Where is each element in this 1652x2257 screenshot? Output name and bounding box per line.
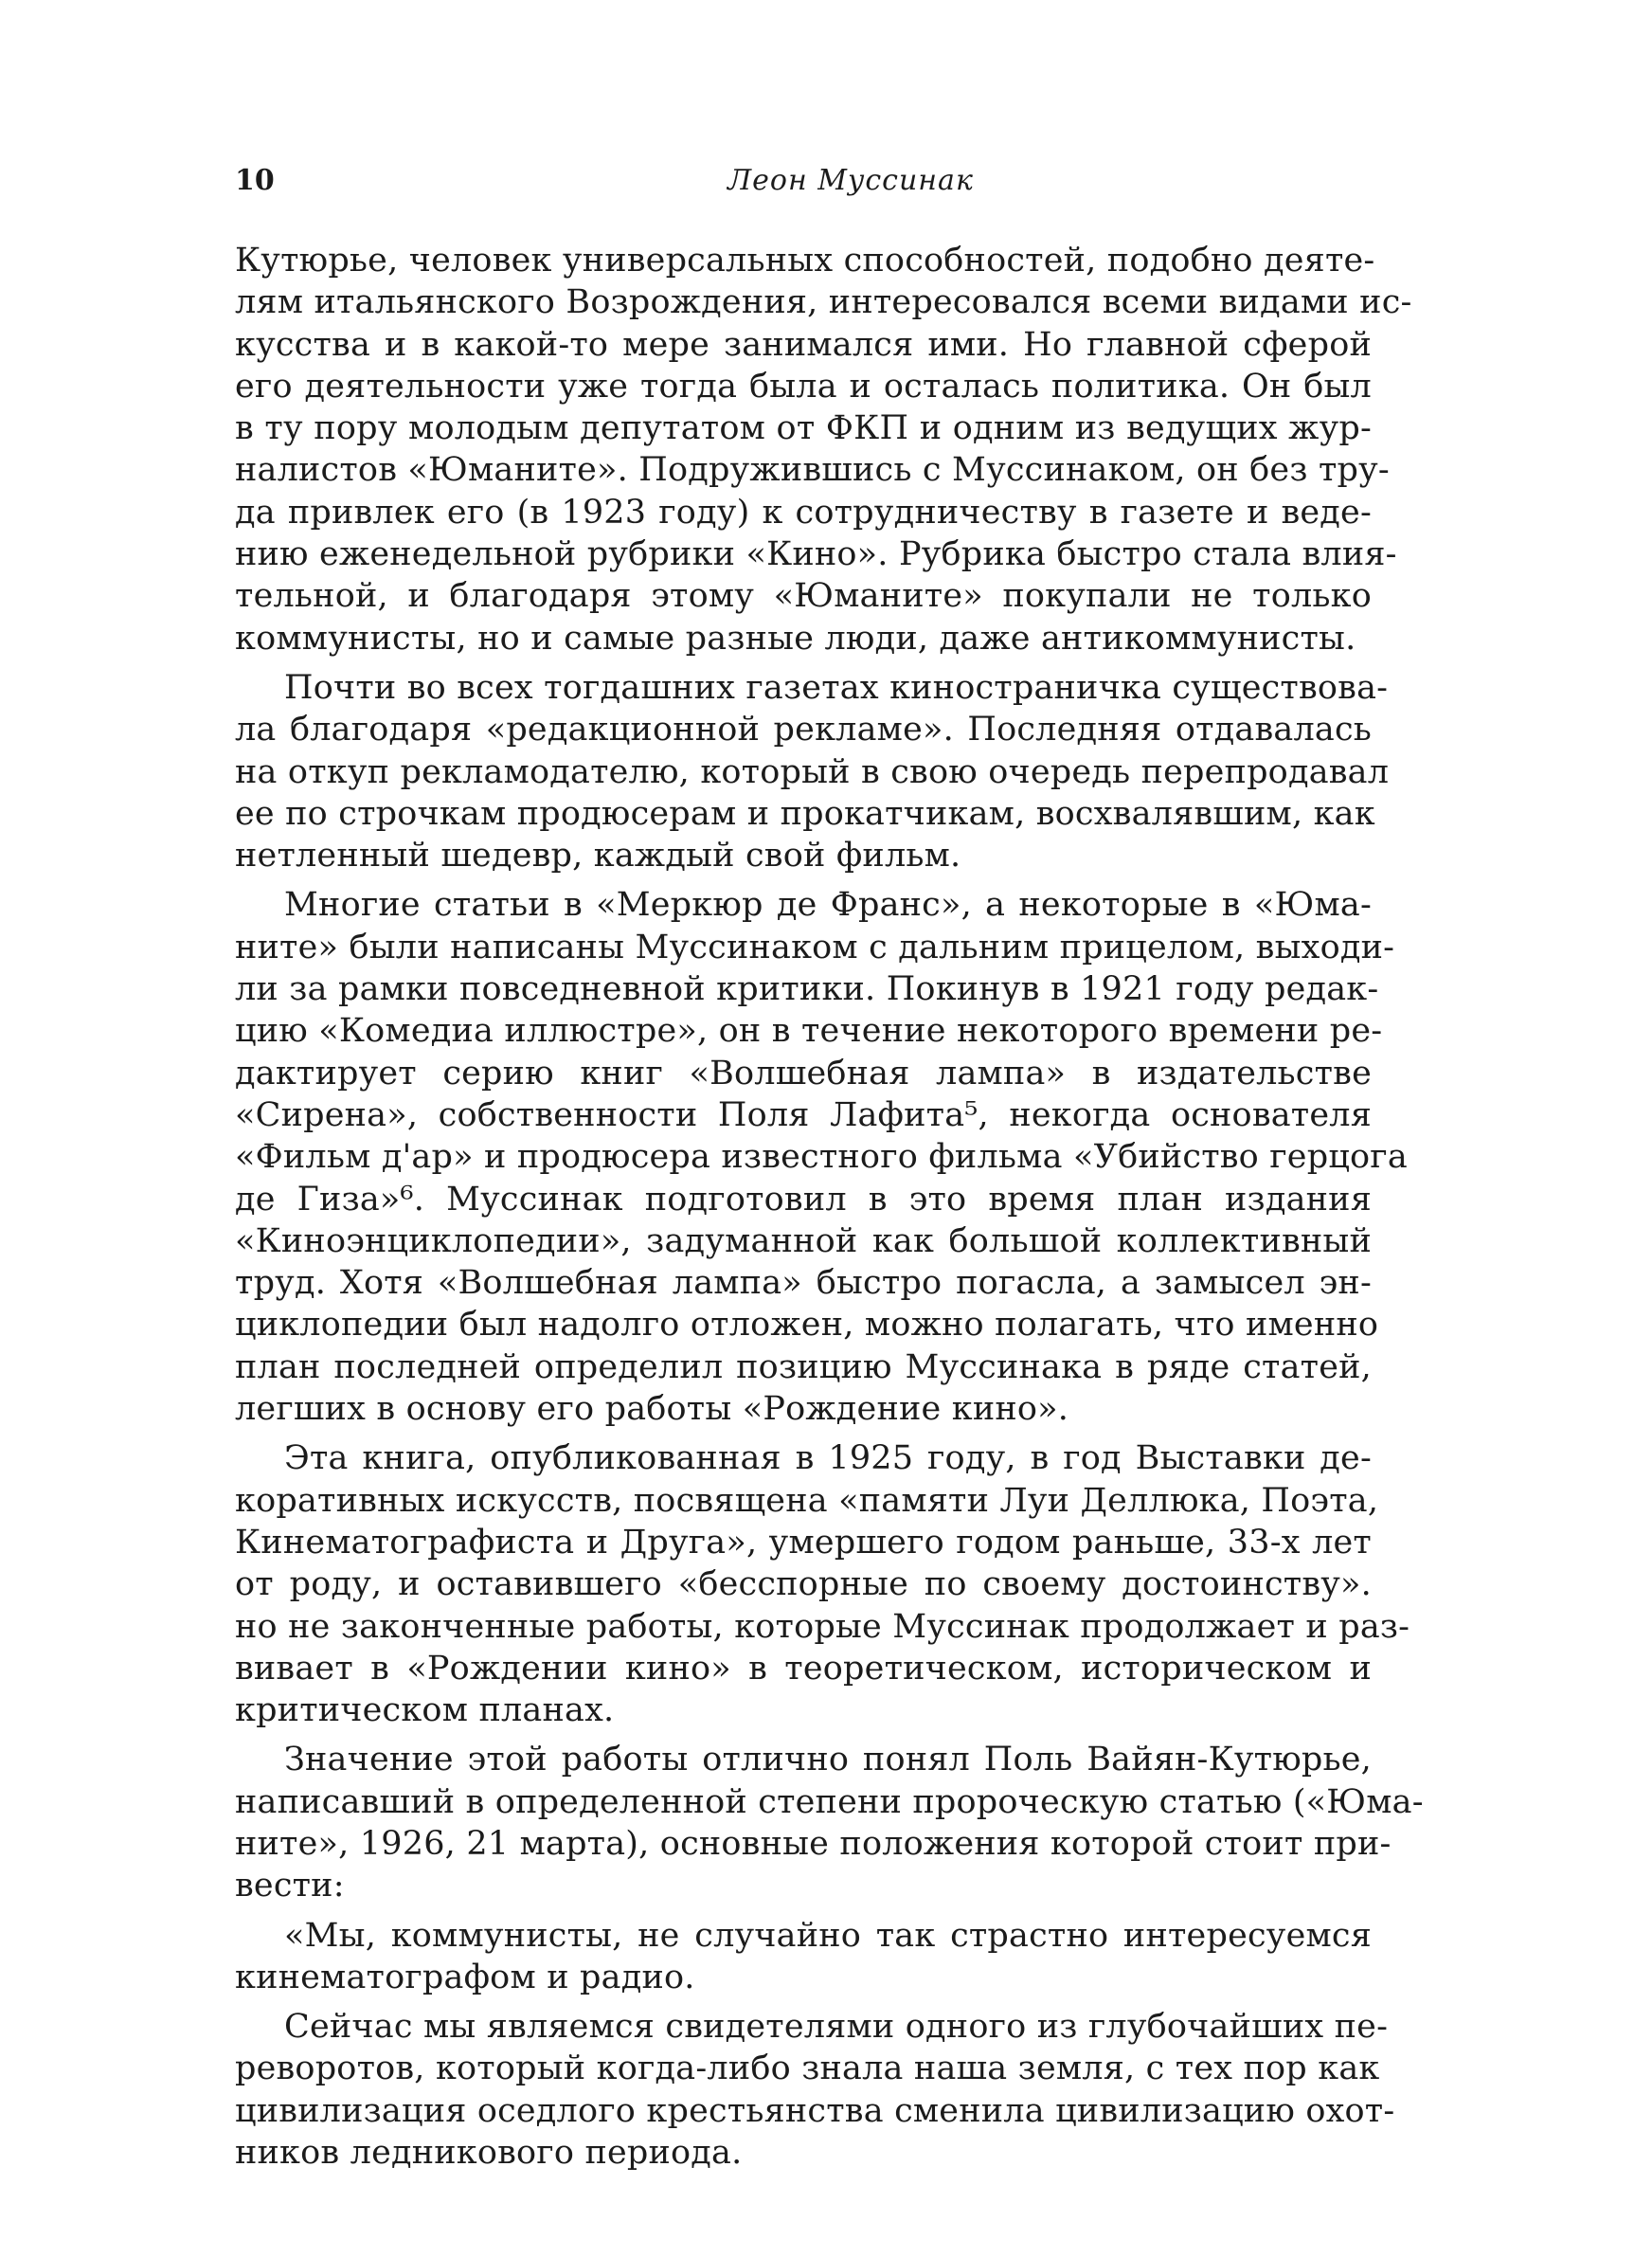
paragraph [235,884,1408,1430]
text-line: труд. Хотя «Волшебная лампа» быстро погасла, а замысел эн- [235,1264,1372,1303]
page-header [235,157,1372,205]
text-line: его деятельности уже тогда была и осталась политика. Он был [235,367,1372,406]
text-line: Значение этой работы отлично понял Поль Вайян-Кутюрье, [284,1741,1372,1779]
text-line: реворотов, который когда-либо знала наша земля, с тех пор как [235,2049,1380,2088]
quote-paragraph [235,1915,1372,1999]
text-line: в ту пору молодым депутатом от ФКП и одним из ведущих жур- [235,409,1372,448]
text-line: циклопедии был надолго отложен, можно полагать, что именно [235,1306,1379,1345]
text-line: Сейчас мы являемся свидетелями одного из глубочайших пе- [284,2008,1389,2047]
text-line: вести: [235,1867,345,1905]
text-line: нетленный шедевр, каждый свой фильм. [235,837,961,876]
text-line: ли за рамки повседневной критики. Покинув в 1921 году редак- [235,970,1379,1009]
text-line: кинематографом и радио. [235,1958,695,1996]
text-line: нию еженедельной рубрики «Кино». Рубрика быстро стала влия- [235,535,1397,574]
text-line: налистов «Юманите». Подружившись с Муссинаком, он без тру- [235,451,1390,490]
text-line: ее по строчкам продюсерам и прокатчикам, восхвалявшим, как [235,794,1375,833]
text-line: критическом планах. [235,1691,615,1730]
text-line: цию «Комедиа иллюстре», он в течение некоторого времени ре- [235,1012,1383,1051]
text-line: коративных искусств, посвящена «памяти Луи Деллюка, Поэта, [235,1481,1379,1520]
text-line: ников ледникового периода. [235,2134,743,2173]
body-text [235,240,1424,2181]
text-line: ните», 1926, 21 марта), основные положения которой стоит при- [235,1824,1392,1863]
running-title: Леон Муссинак [727,164,974,197]
page-number: 10 [235,164,275,197]
text-line: дактирует серию книг «Волшебная лампа» в издательстве [235,1054,1372,1092]
quote-paragraph [235,2006,1395,2174]
text-line: де Гиза»⁶. Муссинак подготовил в это время план издания [235,1180,1372,1219]
text-line: ла благодаря «редакционной рекламе». Последняя отдавалась [235,711,1372,749]
text-line: Эта книга, опубликованная в 1925 году, в год Выставки де- [284,1439,1372,1478]
text-line: Многие статьи в «Меркюр де Франс», а некоторые в «Юма- [284,886,1372,925]
text-line: Почти во всех тогдашних газетах киностраничка существова- [284,668,1389,707]
text-line: лям итальянского Возрождения, интересовался всеми видами ис- [235,283,1412,322]
text-line: легших в основу его работы «Рождение кино». [235,1390,1069,1429]
paragraph [235,667,1390,876]
paragraph [235,240,1412,659]
text-line: Кутюрье, человек универсальных способностей, подобно деяте- [235,242,1375,280]
text-line: вивает в «Рождении кино» в теоретическом, историческом и [235,1649,1372,1688]
text-line: тельной, и благодаря этому «Юманите» покупали не только [235,577,1372,616]
text-line: «Сирена», собственности Поля Лафита⁵, некогда основателя [235,1095,1372,1134]
text-line: «Мы, коммунисты, не случайно так страстно интересуемся [284,1916,1372,1955]
text-line: «Киноэнциклопедии», задуманной как большой коллективный [235,1221,1372,1260]
text-line: цивилизация оседлого крестьянства сменила цивилизацию охот- [235,2091,1395,2130]
text-line: коммунисты, но и самые разные люди, даже антикоммунисты. [235,619,1356,658]
text-line: кусства и в какой-то мере занимался ими. Но главной сферой [235,325,1372,364]
text-line: написавший в определенной степени пророческую статью («Юма- [235,1782,1424,1821]
text-line: от роду, и оставившего «бесспорные по своему достоинству». [235,1565,1372,1604]
text-line: Кинематографиста и Друга», умершего годом раньше, 33-х лет [235,1523,1372,1562]
text-line: да привлек его (в 1923 году) к сотрудничеству в газете и веде- [235,493,1372,532]
text-line: но не законченные работы, которые Муссинак продолжает и раз- [235,1607,1410,1646]
text-line: «Фильм д'ар» и продюсера известного фильма «Убийство герцога [235,1138,1408,1177]
text-line: план последней определил позицию Муссинака в ряде статей, [235,1347,1372,1386]
paragraph [235,1739,1424,1906]
text-line: ните» были написаны Муссинаком с дальним прицелом, выходи- [235,928,1395,966]
paragraph [235,1437,1410,1731]
text-line: на откуп рекламодателю, который в свою очередь перепродавал [235,752,1390,791]
